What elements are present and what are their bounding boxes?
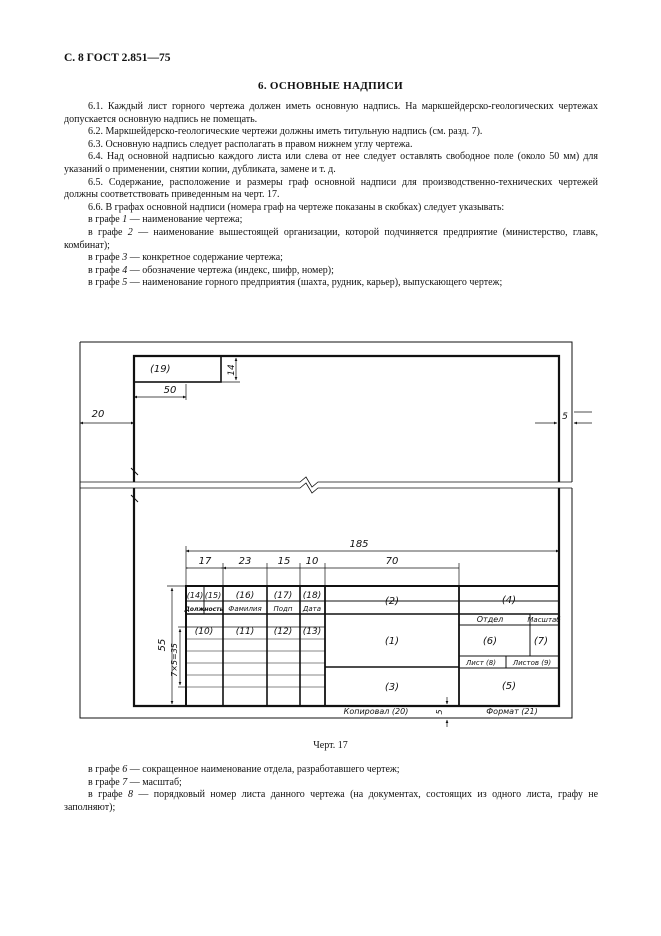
cell-1: (1) [384,636,400,647]
cell-7: (7) [533,636,549,647]
list-item: в графе 8 — порядковый номер листа данного чертежа (на документах, состоящих из одного листа, графу не заполняют); [64,789,599,813]
paragraph-6-6: 6.6. В графах основной надписи (номера граф на чертеже показаны в скобках) следует указывать: [88,201,505,213]
list-item: в графе 5 — наименование горного предприятия (шахта, рудник, карьер), выпускающего чертеж; [88,277,503,289]
paragraph-6-1: 6.1. Каждый лист горного чертежа должен иметь основную надпись. На маркшейдерско-геологических чертежах допускается основную надпись не помещать. [64,101,598,125]
cell-12: (12) [273,627,293,637]
page-header: С. 8 ГОСТ 2.851—75 [64,52,171,64]
list-item: в графе 2 — наименование вышестоящей организации, которой подчиняется предприятие (министерство, главк, комбинат); [64,226,599,251]
label-format: Формат (21) [486,707,538,716]
dimension-lines [80,356,592,727]
text-block-bottom [64,764,598,814]
cell-10: (10) [194,627,214,637]
dim-70: 70 [385,556,399,567]
label-otdel: Отдел [476,615,504,624]
sheet-frame [80,342,572,718]
section-title: 6. ОСНОВНЫЕ НАДПИСИ [258,80,403,92]
cell-13: (13) [302,627,322,637]
paragraph-6-4: 6.4. Над основной надписью каждого листа или слева от нее следует оставлять свободное поле (около 50 мм) для указаний о применении, снятии копии, дубликата, замене и т. д. [64,151,598,175]
cell-16: (16) [235,591,255,601]
dim-5-right: 5 [562,412,568,422]
label-masshtab: Масштаб [527,616,561,624]
dim-185: 185 [349,539,369,550]
dim-15: 15 [277,556,291,567]
list-item: в графе 6 — сокращенное наименование отдела, разработавшего чертеж; [88,764,400,775]
cell-listov-9: Листов (9) [512,659,552,667]
cell-5: (5) [501,681,517,692]
cell-list-8: Лист (8) [466,659,496,667]
label-kopiroval: Копировал (20) [343,707,409,716]
header-podp: Подп [273,605,293,613]
dim-10: 10 [305,556,319,567]
list-item: в графе 1 — наименование чертежа; [88,214,243,226]
dimension-labels [92,364,569,715]
cell-15: (15) [204,591,222,600]
cell-14: (14) [186,591,204,600]
dim-5-bottom: 5 [435,709,444,715]
header-data: Дата [302,605,322,613]
cell-17: (17) [273,591,293,601]
cell-3: (3) [384,682,400,693]
cell-18: (18) [302,591,322,601]
header-dolzhnost: Должность [184,606,224,613]
dim-55: 55 [157,638,168,652]
list-item: в графе 7 — масштаб; [88,776,182,788]
dim-7x5: 7×5=35 [170,643,179,677]
list-item: в графе 3 — конкретное содержание чертежа; [88,252,283,264]
paragraph-6-5: 6.5. Содержание, расположение и размеры граф основной надписи для производственно-технических чертежей должны соответствовать приведенным на черт. 17. [64,176,598,201]
cell-6: (6) [482,636,498,647]
paragraph-6-3: 6.3. Основную надпись следует располагать в правом нижнем углу чертежа. [88,138,413,150]
header-familiya: Фамилия [228,605,262,613]
figure-caption: Черт. 17 [313,740,348,751]
cell-19: (19) [150,364,171,375]
paragraph-6-2: 6.2. Маркшейдерско-геологические чертежи должны иметь титульную надпись (см. разд. 7). [88,126,483,138]
dim-17: 17 [198,556,212,567]
dim-20: 20 [91,409,105,420]
cell-4: (4) [501,595,517,606]
dim-50: 50 [163,385,177,396]
dim-23: 23 [238,556,252,567]
dim-14: 14 [227,364,237,376]
cell-11: (11) [235,627,255,637]
cell-2: (2) [384,596,400,607]
list-item: в графе 4 — обозначение чертежа (индекс, шифр, номер); [88,264,334,276]
